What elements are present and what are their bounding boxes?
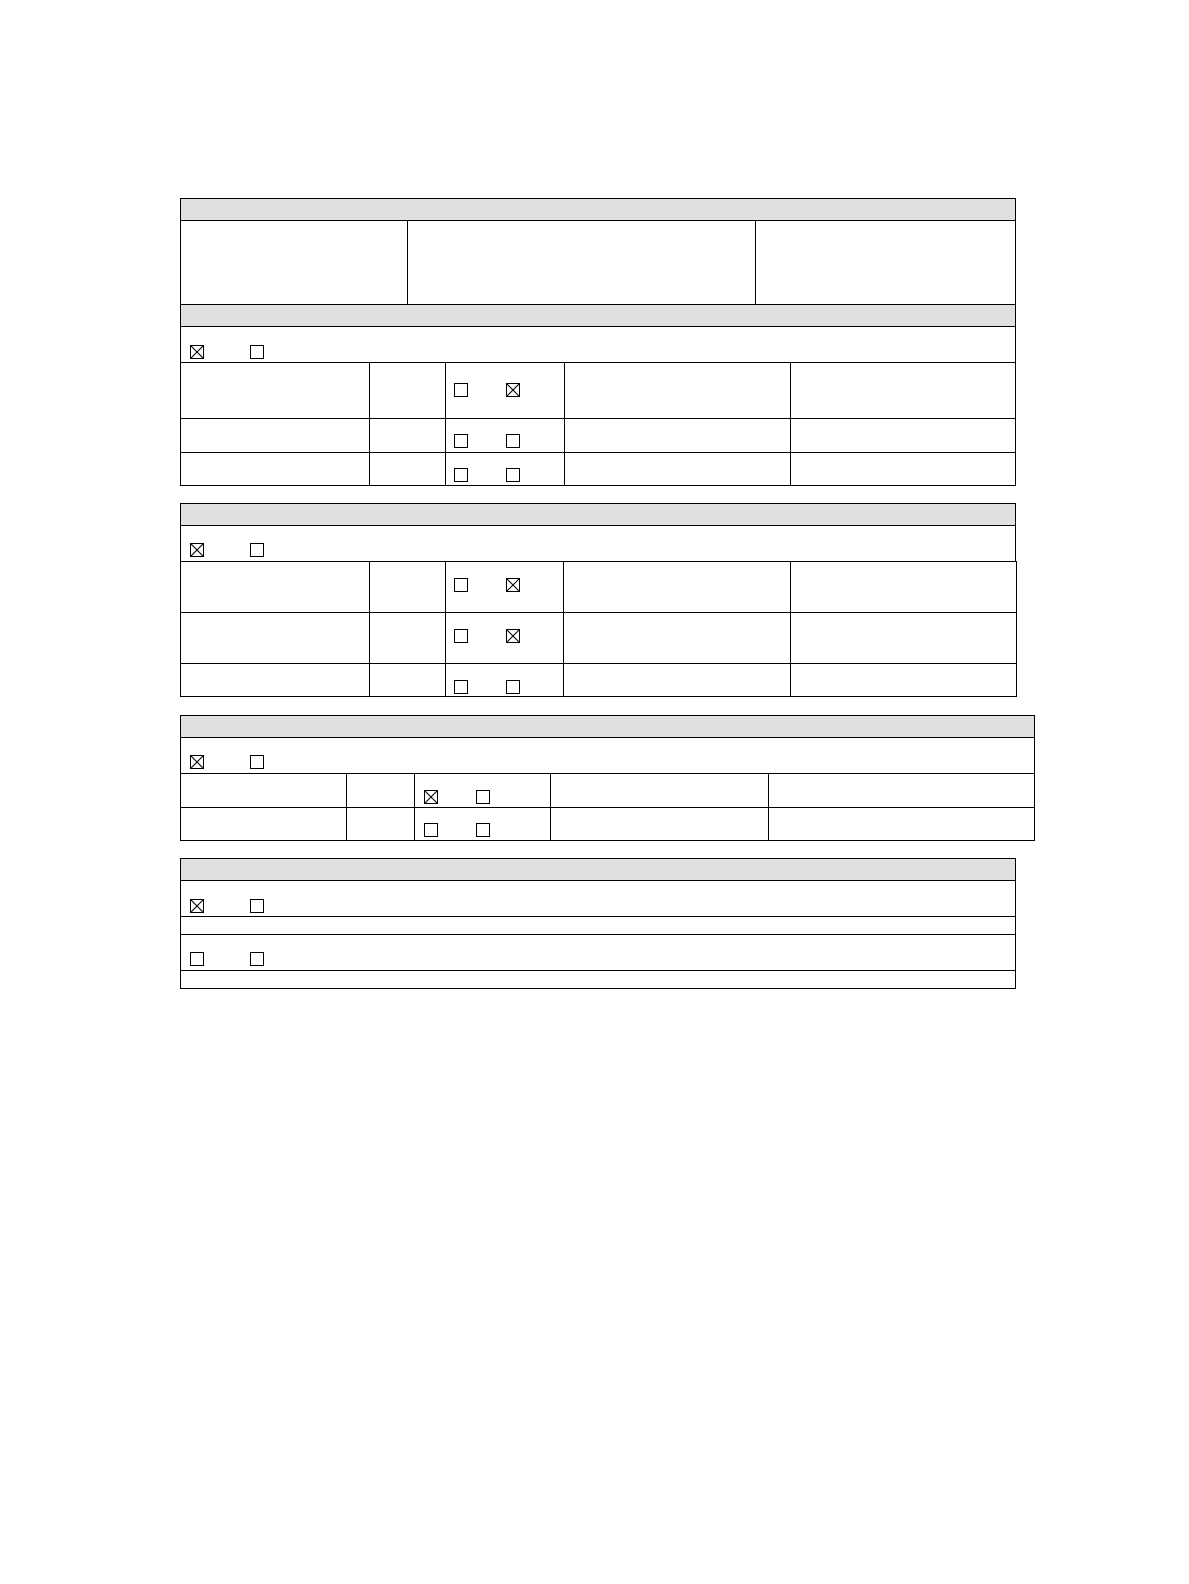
check-x-icon [507, 384, 519, 396]
section-3-table [180, 773, 1035, 841]
section-1-checkbox-row [180, 326, 1016, 363]
check-x-icon [191, 544, 203, 556]
section-2-no-checkbox[interactable] [250, 543, 264, 557]
col-divider [563, 562, 564, 696]
check-x-icon [507, 630, 519, 642]
row-divider [181, 418, 1015, 419]
section-2-row-2-yes-checkbox[interactable] [454, 629, 468, 643]
section-3-row-1-no-checkbox[interactable] [476, 790, 490, 804]
section-3-row-2-yes-checkbox[interactable] [424, 823, 438, 837]
info-divider-1 [407, 221, 408, 304]
section-1-row-3-no-checkbox[interactable] [506, 468, 520, 482]
section-2-yes-checkbox[interactable] [190, 543, 204, 557]
section-1-row-1-no-checkbox[interactable] [506, 383, 520, 397]
section-2-header-band [180, 503, 1016, 526]
col-divider [790, 562, 791, 696]
top-header-band [180, 198, 1016, 221]
section-2-row-1-no-checkbox[interactable] [506, 578, 520, 592]
col-divider [414, 774, 415, 840]
section-4-row-2-no-checkbox[interactable] [250, 952, 264, 966]
col-divider [550, 774, 551, 840]
row-divider [181, 612, 1016, 613]
section-2-row-3-no-checkbox[interactable] [506, 680, 520, 694]
section-4-row-1-yes-checkbox[interactable] [190, 899, 204, 913]
section-1-no-checkbox[interactable] [250, 345, 264, 359]
row-divider [181, 807, 1034, 808]
row-divider [181, 970, 1015, 971]
section-1-yes-checkbox[interactable] [190, 345, 204, 359]
section-3-checkbox-row [180, 737, 1035, 774]
section-3-yes-checkbox[interactable] [190, 755, 204, 769]
section-1-table [180, 362, 1016, 486]
section-4-header-band [180, 858, 1016, 881]
section-2-checkbox-row [180, 525, 1016, 562]
col-divider [564, 363, 565, 485]
check-x-icon [191, 756, 203, 768]
section-1-row-1-yes-checkbox[interactable] [454, 383, 468, 397]
row-divider [181, 916, 1015, 917]
row-divider [181, 934, 1015, 935]
section-1-row-2-no-checkbox[interactable] [506, 434, 520, 448]
check-x-icon [191, 900, 203, 912]
check-x-icon [191, 346, 203, 358]
section-1-header-band [180, 304, 1016, 327]
section-2-row-2-no-checkbox[interactable] [506, 629, 520, 643]
section-2-row-1-yes-checkbox[interactable] [454, 578, 468, 592]
section-2-row-3-yes-checkbox[interactable] [454, 680, 468, 694]
col-divider [445, 562, 446, 696]
section-3-row-2-no-checkbox[interactable] [476, 823, 490, 837]
row-divider [181, 452, 1015, 453]
col-divider [346, 774, 347, 840]
section-4-block [180, 880, 1016, 989]
info-row [180, 220, 1016, 305]
section-1-row-3-yes-checkbox[interactable] [454, 468, 468, 482]
col-divider [369, 363, 370, 485]
section-1-row-2-yes-checkbox[interactable] [454, 434, 468, 448]
section-3-header-band [180, 715, 1035, 738]
info-divider-2 [755, 221, 756, 304]
col-divider [445, 363, 446, 485]
section-3-row-1-yes-checkbox[interactable] [424, 790, 438, 804]
check-x-icon [425, 791, 437, 803]
check-x-icon [507, 579, 519, 591]
col-divider [768, 774, 769, 840]
col-divider [369, 562, 370, 696]
section-4-row-1-no-checkbox[interactable] [250, 899, 264, 913]
section-4-row-2-yes-checkbox[interactable] [190, 952, 204, 966]
row-divider [181, 663, 1016, 664]
section-2-table [180, 561, 1017, 697]
col-divider [790, 363, 791, 485]
section-3-no-checkbox[interactable] [250, 755, 264, 769]
